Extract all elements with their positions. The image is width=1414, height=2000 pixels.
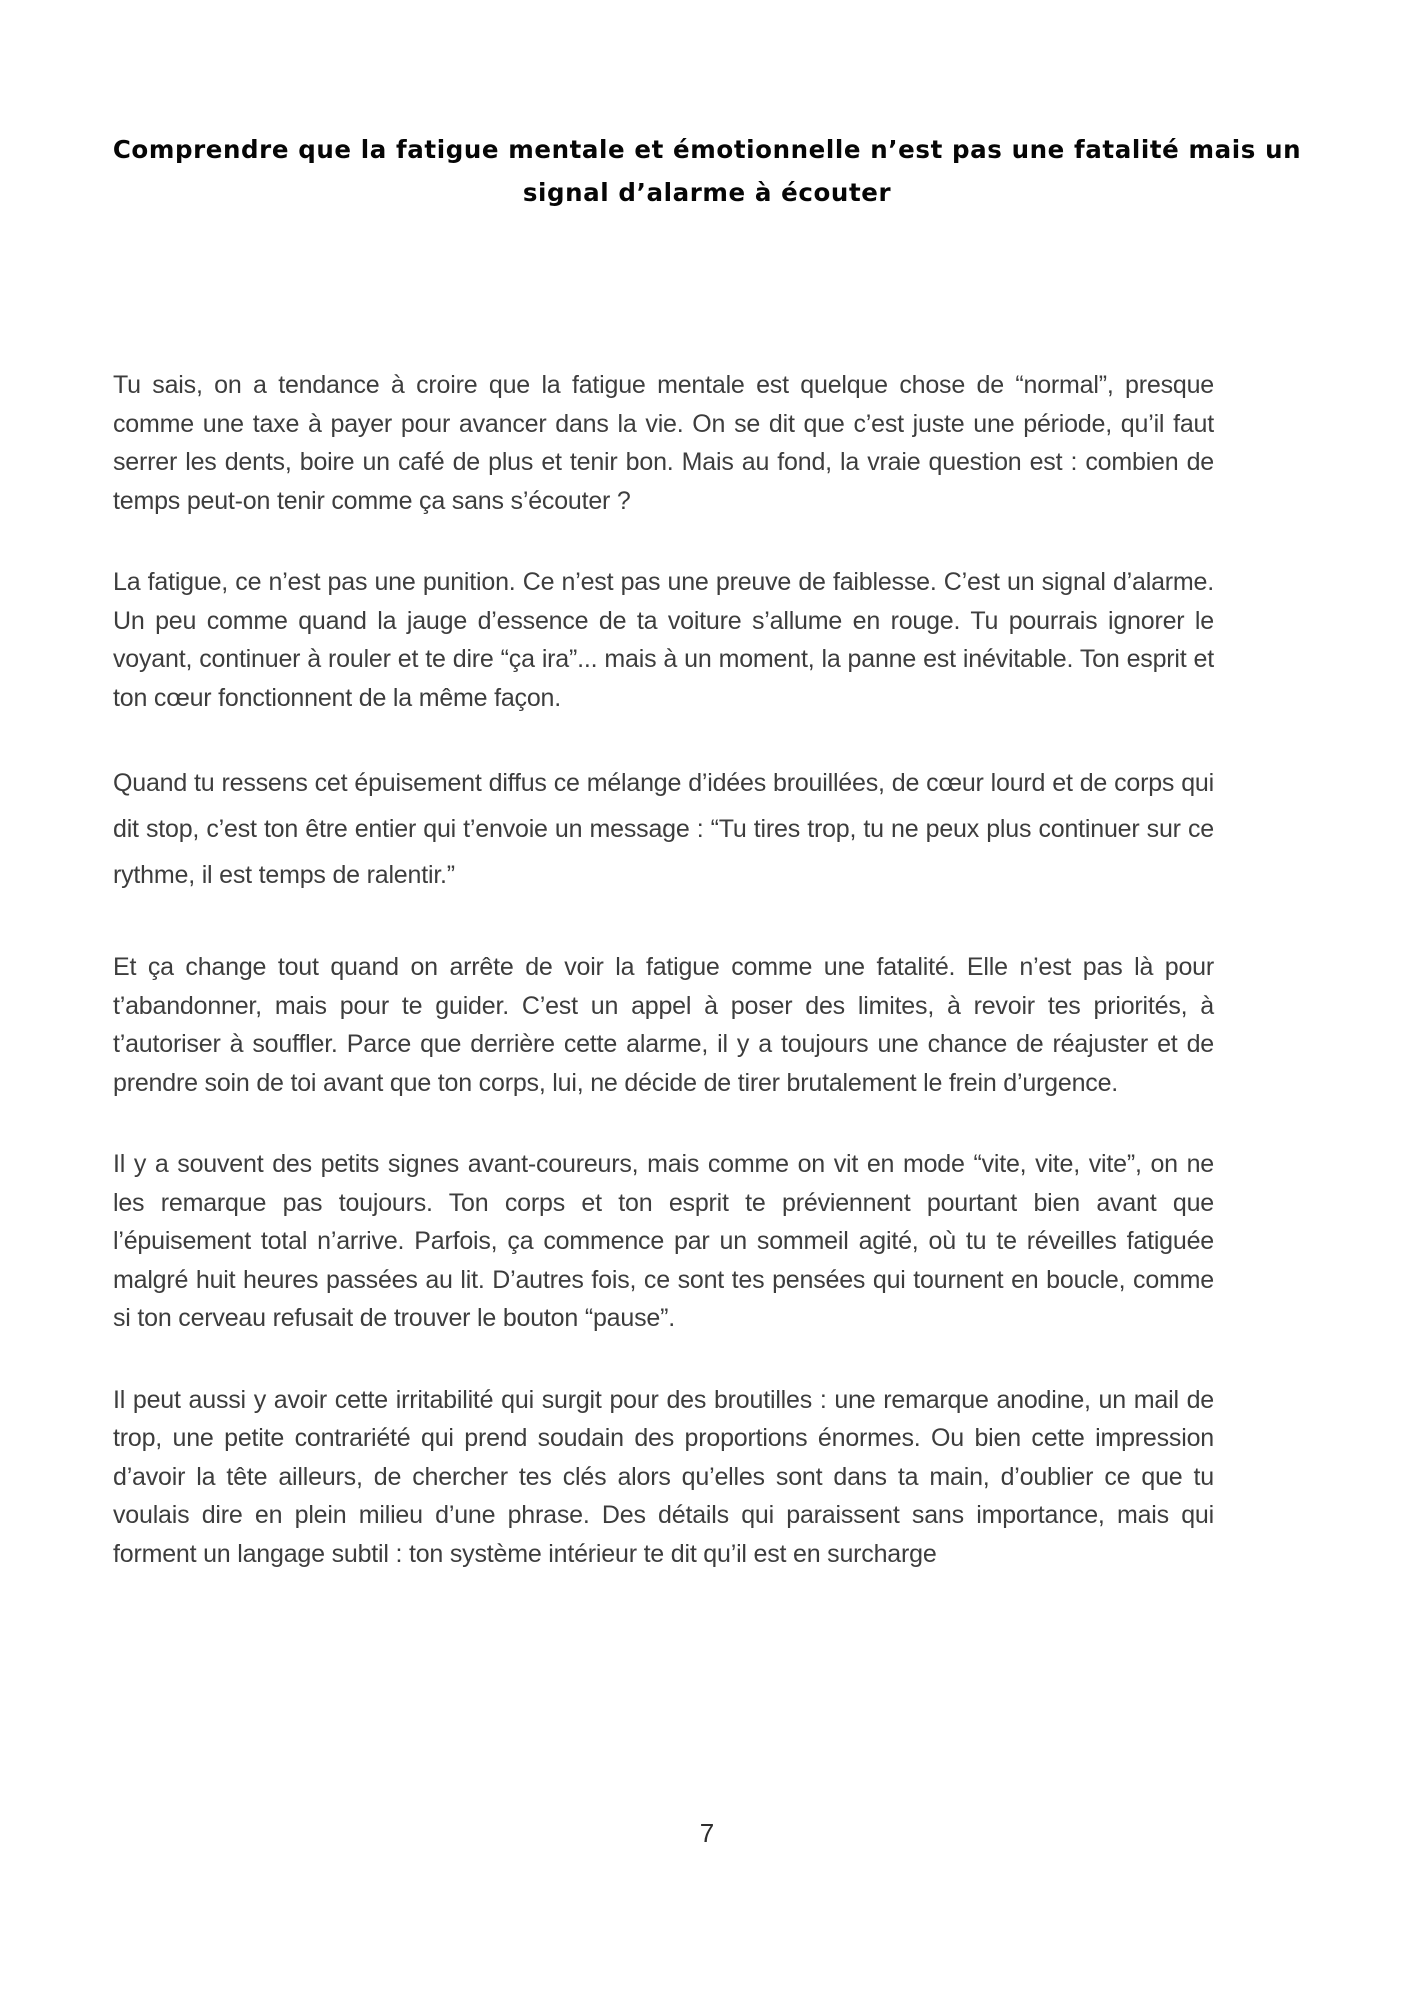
- page-title: Comprendre que la fatigue mentale et émotionnelle n’est pas une fatalité mais un signal d’alarme à écouter: [112, 135, 1302, 207]
- paragraph-3: Quand tu ressens cet épuisement diffus ce mélange d’idées brouillées, de cœur lourd et de corps qui dit stop, c’est ton être entier qui t’envoie un message : “Tu tires trop, tu ne peux plus continuer sur ce rythme, il est temps de ralentir.”: [113, 769, 1214, 889]
- paragraph-5: Il y a souvent des petits signes avant-coureurs, mais comme on vit en mode “vite, vite, vite”, on ne les remarque pas toujours. Ton corps et ton esprit te préviennent pourtant bien avant que l’épuisement total n’arrive. Parfois, ça commence par un sommeil agité, où tu te réveilles fatiguée malgré huit heures passées au lit. D’autres fois, ce sont tes pensées qui tournent en boucle, comme si ton cerveau refusait de trouver le bouton “pause”.: [113, 1150, 1214, 1332]
- page-number: 7: [699, 1818, 715, 1848]
- paragraph-4: Et ça change tout quand on arrête de voir la fatigue comme une fatalité. Elle n’est pas là pour t’abandonner, mais pour te guider. C’est un appel à poser des limites, à revoir tes priorités, à t’autoriser à souffler. Parce que derrière cette alarme, il y a toujours une chance de réajuster et de prendre soin de toi avant que ton corps, lui, ne décide de tirer brutalement le frein d’urgence.: [113, 953, 1214, 1097]
- document-body: [113, 366, 1214, 1573]
- paragraph-6: Il peut aussi y avoir cette irritabilité qui surgit pour des broutilles : une remarque anodine, un mail de trop, une petite contrariété qui prend soudain des proportions énormes. Ou bien cette impression d’avoir la tête ailleurs, de chercher tes clés alors qu’elles sont dans ta main, d’oublier ce que tu voulais dire en plein milieu d’une phrase. Des détails qui paraissent sans importance, mais qui forment un langage subtil : ton système intérieur te dit qu’il est en surcharge: [113, 1385, 1214, 1568]
- paragraph-2: La fatigue, ce n’est pas une punition. Ce n’est pas une preuve de faiblesse. C’est un signal d’alarme. Un peu comme quand la jauge d’essence de ta voiture s’allume en rouge. Tu pourrais ignorer le voyant, continuer à rouler et te dire “ça ira”... mais à un moment, la panne est inévitable. Ton esprit et ton cœur fonctionnent de la même façon.: [113, 568, 1214, 712]
- paragraph-1: Tu sais, on a tendance à croire que la fatigue mentale est quelque chose de “normal”, presque comme une taxe à payer pour avancer dans la vie. On se dit que c’est juste une période, qu’il faut serrer les dents, boire un café de plus et tenir bon. Mais au fond, la vraie question est : combien de temps peut-on tenir comme ça sans s’écouter ?: [113, 371, 1214, 515]
